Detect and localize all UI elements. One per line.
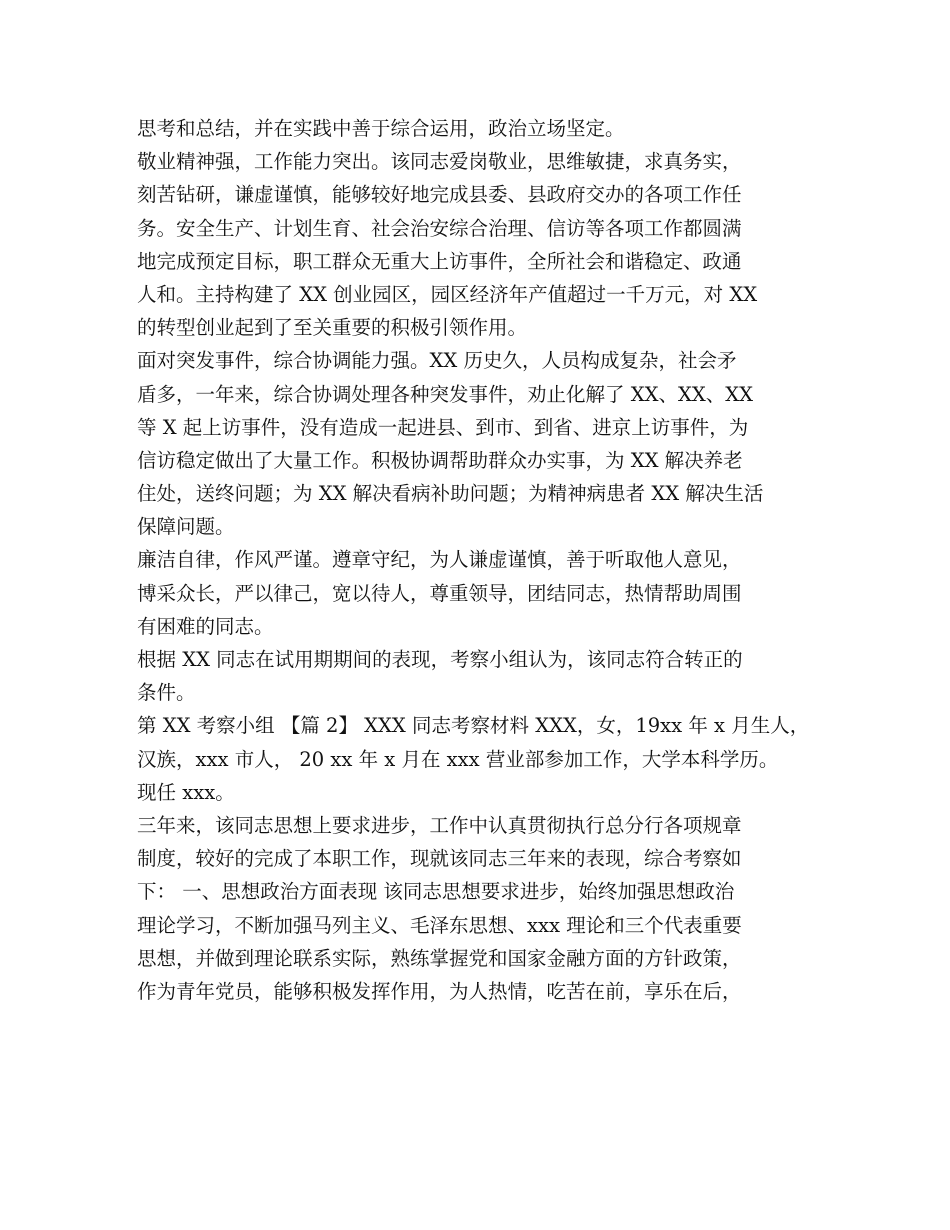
text-line: 刻苦钻研，谦虚谨慎，能够较好地完成县委、县政府交办的各项工作任 <box>137 183 742 207</box>
text-line: 等 X 起上访事件，没有造成一起进县、到市、到省、进京上访事件，为 <box>137 415 749 439</box>
text-line: 信访稳定做出了大量工作。积极协调帮助群众办实事，为 XX 解决养老 <box>137 448 743 472</box>
text-line: 保障问题。 <box>137 515 235 539</box>
text-line: 面对突发事件，综合协调能力强。XX 历史久，人员构成复杂，社会矛 <box>137 349 737 373</box>
text-line: 博采众长，严以律己，宽以待人，尊重领导，团结同志，热情帮助周围 <box>137 581 742 605</box>
text-line: 住处，送终问题；为 XX 解决看病补助问题；为精神病患者 XX 解决生活 <box>137 482 764 506</box>
text-line: 理论学习，不断加强马列主义、毛泽东思想、xxx 理论和三个代表重要 <box>137 913 742 937</box>
text-line: 根据 XX 同志在试用期期间的表现，考察小组认为，该同志符合转正的 <box>137 648 743 671</box>
text-line: 制度，较好的完成了本职工作，现就该同志三年来的表现，综合考察如 <box>137 847 742 871</box>
text-line: 条件。 <box>137 681 196 705</box>
text-line: 盾多，一年来，综合协调处理各种突发事件，劝止化解了 XX、XX、XX <box>137 382 753 406</box>
document-body <box>137 112 827 1008</box>
text-line: 人和。主持构建了 XX 创业园区，园区经济年产值超过一千万元，对 XX <box>137 282 758 306</box>
text-line: 有困难的同志。 <box>137 614 274 638</box>
text-line: 下： 一、思想政治方面表现 该同志思想要求进步，始终加强思想政治 <box>137 880 735 904</box>
text-line: 地完成预定目标，职工群众无重大上访事件，全所社会和谐稳定、政通 <box>137 249 742 273</box>
text-line: 思想，并做到理论联系实际，熟练掌握党和国家金融方面的方针政策， <box>137 946 742 970</box>
text-line: 三年来，该同志思想上要求进步，工作中认真贯彻执行总分行各项规章 <box>137 813 742 837</box>
text-line: 现任 xxx。 <box>137 780 235 804</box>
text-line: 廉洁自律，作风严谨。遵章守纪，为人谦虚谨慎，善于听取他人意见， <box>137 548 742 572</box>
text-line: 思考和总结，并在实践中善于综合运用，政治立场坚定。 <box>137 117 625 140</box>
text-line: 务。安全生产、计划生育、社会治安综合治理、信访等各项工作都圆满 <box>137 216 742 240</box>
text-line: 敬业精神强，工作能力突出。该同志爱岗敬业，思维敏捷，求真务实， <box>137 150 742 174</box>
text-line: 作为青年党员，能够积极发挥作用，为人热情，吃苦在前，享乐在后， <box>137 979 742 1003</box>
text-line: 汉族，xxx 市人， 20 xx 年 x 月在 xxx 营业部参加工作，大学本科学历。 <box>137 747 779 771</box>
text-line: 第 XX 考察小组 【篇 2】 XXX 同志考察材料 XXX，女，19xx 年 x 月生人， <box>137 714 810 738</box>
text-line: 的转型创业起到了至关重要的积极引领作用。 <box>137 316 528 340</box>
